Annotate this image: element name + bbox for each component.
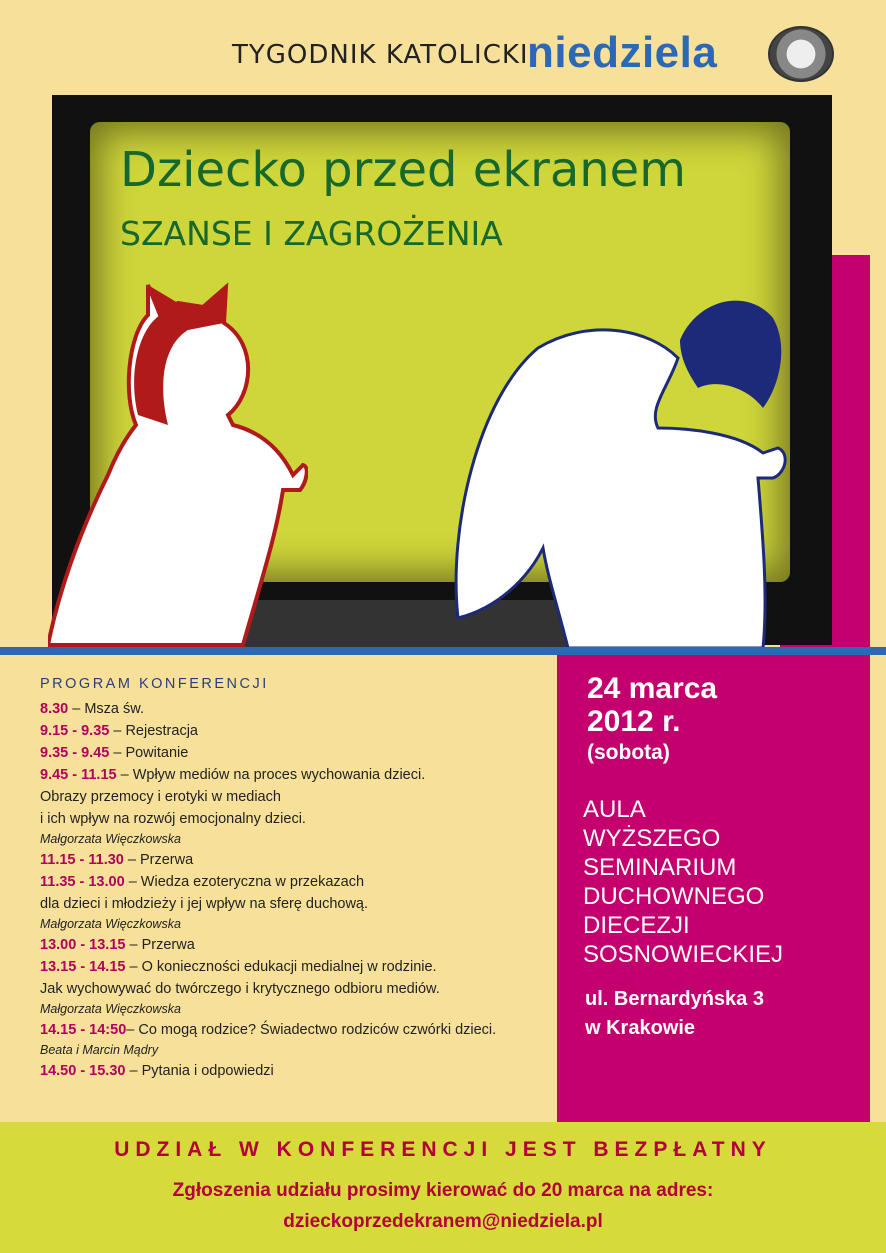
place-line: SEMINARIUM (583, 854, 737, 881)
event-address (585, 985, 764, 1043)
program-item (40, 1060, 560, 1082)
program-time: 11.35 - 13.00 (40, 874, 125, 890)
event-date (587, 672, 717, 738)
program-text: – Pytania i odpowiedzi (125, 1063, 274, 1079)
event-date-year: 2012 r. (587, 705, 681, 738)
program-time: 13.00 - 13.15 (40, 937, 126, 953)
program (40, 676, 560, 1082)
program-item-line: i ich wpływ na rozwój emocjonalny dzieci. (40, 811, 306, 827)
program-time: 9.15 - 9.35 (40, 723, 110, 739)
program-text: – Przerwa (123, 852, 194, 868)
program-item (40, 956, 560, 978)
program-item (40, 849, 560, 871)
program-text: – Rejestracja (109, 723, 198, 739)
program-author: Małgorzata Więczkowska (40, 1002, 181, 1016)
event-info-box (557, 655, 870, 1122)
free-participation-notice: UDZIAŁ W KONFERENCJI JEST BEZPŁATNY (114, 1138, 772, 1161)
program-time: 14.15 - 14:50 (40, 1022, 127, 1038)
program-author: Małgorzata Więczkowska (40, 832, 181, 846)
registration-text: Zgłoszenia udziału prosimy kierować do 20 marca na adres: (172, 1180, 714, 1201)
program-text: – Wpływ mediów na proces wychowania dzieci. (116, 767, 426, 783)
angel-child-illustration (418, 278, 798, 650)
program-item (40, 742, 560, 764)
program-time: 13.15 - 14.15 (40, 959, 126, 975)
place-line: WYŻSZEGO (583, 825, 721, 852)
program-time: 11.15 - 11.30 (40, 852, 124, 868)
seal-icon (768, 26, 834, 82)
program-text: – Co mogą rodzice? Świadectwo rodziców czwórki dzieci. (126, 1022, 497, 1038)
place-line: DUCHOWNEGO (583, 883, 765, 910)
place-line: AULA (583, 796, 646, 823)
event-weekday: (sobota) (587, 741, 670, 764)
address-street: ul. Bernardyńska 3 (585, 988, 764, 1010)
footer-band (0, 1122, 886, 1253)
event-place (583, 795, 783, 969)
poster-title: Dziecko przed ekranem (120, 142, 686, 198)
program-item-line: dla dzieci i młodzieży i jej wpływ na sferę duchową. (40, 896, 369, 912)
place-line: SOSNOWIECKIEJ (583, 941, 784, 968)
program-text: – Powitanie (109, 745, 189, 761)
program-item (40, 764, 560, 786)
program-item (40, 1019, 560, 1041)
event-date-day: 24 marca (587, 672, 718, 705)
program-time: 14.50 - 15.30 (40, 1063, 126, 1079)
program-item (40, 720, 560, 742)
program-item (40, 871, 560, 893)
program-heading: PROGRAM KONFERENCJI (40, 676, 269, 692)
magazine-name: niedziela (527, 28, 718, 77)
poster-subtitle: SZANSE I ZAGROŻENIA (120, 214, 503, 253)
place-line: DIECEZJI (583, 912, 690, 939)
program-time: 8.30 (40, 701, 69, 717)
program-item (40, 698, 560, 720)
program-author: Beata i Marcin Mądry (40, 1043, 159, 1057)
program-item (40, 934, 560, 956)
program-time: 9.45 - 11.15 (40, 767, 117, 783)
devil-child-illustration (48, 275, 308, 650)
program-time: 9.35 - 9.45 (40, 745, 110, 761)
program-item-line: Jak wychowywać do twórczego i krytycznego odbioru mediów. (40, 981, 440, 997)
program-text: – Przerwa (125, 937, 195, 953)
registration-email[interactable]: dzieckoprzedekranem@niedziela.pl (283, 1211, 603, 1232)
program-text: – Wiedza ezoteryczna w przekazach (124, 874, 365, 890)
program-text: – Msza św. (68, 701, 144, 717)
header (0, 24, 886, 88)
program-item-line: Obrazy przemocy i erotyki w mediach (40, 789, 281, 805)
address-city: w Krakowie (585, 1017, 696, 1039)
program-author: Małgorzata Więczkowska (40, 917, 181, 931)
program-text: – O konieczności edukacji medialnej w rodzinie. (125, 959, 437, 975)
divider-line (0, 647, 886, 655)
magazine-label: TYGODNIK KATOLICKI (232, 40, 529, 70)
